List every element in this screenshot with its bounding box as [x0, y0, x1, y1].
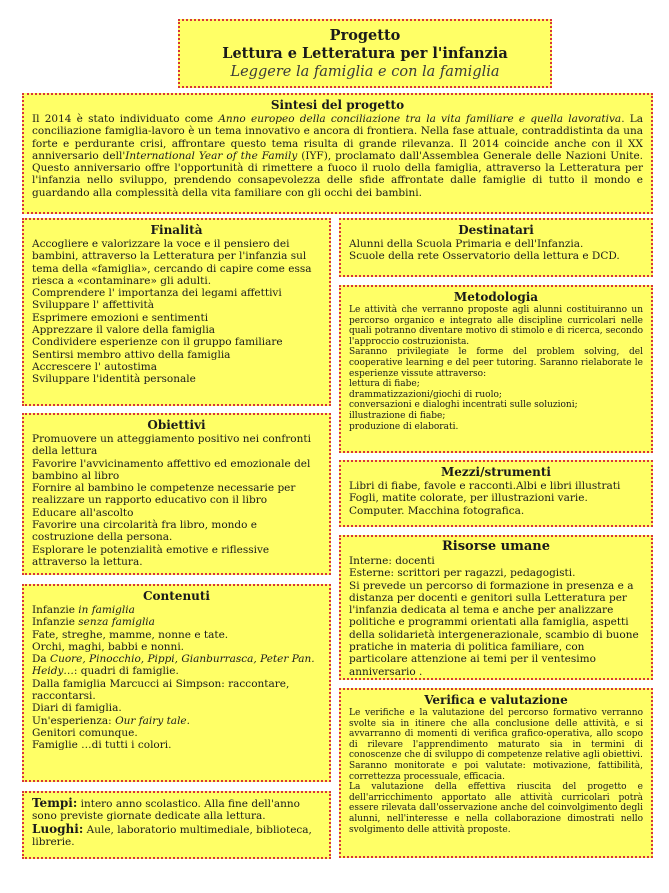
section-verifica — [339, 688, 653, 858]
list-item: Educare all'ascolto — [32, 506, 134, 519]
list-item: Infanzie senza famiglia — [32, 616, 155, 629]
list-item: Esterne: scrittori per ragazzi, pedagogisti. — [349, 567, 576, 580]
list-item: Infanzie in famiglia — [32, 604, 135, 616]
list-item: Un'esperienza: Our fairy tale. — [32, 714, 190, 727]
tempi-label: Tempi: — [32, 796, 78, 810]
title-box — [178, 19, 552, 88]
list-item: Esprimere emozioni e sentimenti — [32, 311, 209, 324]
verifica-p3: La valutazione della effettiva riuscita del progetto e dell'arricchimento apportato alle attività curricolari potrà essere rilevata dall'osservazione anche del coinvolgimento degli alunni, nell'interesse e nella collaborazione dimostrati nello svolgimento delle attività proposte. — [349, 782, 643, 835]
list-item: conversazioni e dialoghi incentrati sulle soluzioni; — [349, 400, 578, 411]
list-item: produzione di elaborati. — [349, 421, 459, 432]
title-subtitle: Leggere la famiglia e con la famiglia — [230, 64, 500, 80]
section-destinatari — [339, 218, 653, 277]
list-item: Esplorare le potenzialità emotive e riflessive attraverso la lettura. — [32, 543, 270, 568]
metodologia-heading: Metodologia — [453, 290, 539, 304]
sintesi-part: . La conciliazione famiglia-lavoro è un tema innovativo e ancora di frontiera. Nella fase attuale, contraddistinta da una forte e perdurante crisi, affrontare questo tema risulta di grande rilevanza. Il 2014 coincide anche con il XX anniversario dell' — [32, 113, 643, 162]
sintesi-heading: Sintesi del progetto — [270, 98, 405, 112]
sintesi-part: (IYF), proclamato dall'Assemblea Generale delle Nazioni Unite. Questo anniversario offre l'opportunità di rimettere a fuoco il ruolo della famiglia, attraverso la Letteratura per l'infanzia nello sviluppo, prendendo consapevolezza delle sfide affrontate dalle famiglie di tutto il mondo e guardando alla complessità della vita familiare con gli occhi dei bambini. — [32, 149, 643, 199]
list-item: Apprezzare il valore della famiglia — [32, 324, 216, 337]
list-item: Sentirsi membro attivo della famiglia — [32, 348, 231, 361]
list-item: Interne: docenti — [349, 555, 435, 567]
list-item: Promuovere un atteggiamento positivo nei confronti della lettura — [32, 433, 311, 458]
list-item: Diari di famiglia. — [32, 702, 122, 715]
list-item: Orchi, maghi, babbi e nonni. — [32, 640, 185, 653]
section-contenuti — [22, 584, 331, 782]
section-tempi-luoghi — [22, 791, 331, 859]
metodologia-p2: Saranno privilegiate le forme del problem solving, del cooperative learning e del peer tutoring. Saranno rielaborate le esperienze vissute attraverso: — [349, 347, 643, 379]
list-item: Sviluppare l' affettività — [32, 299, 154, 312]
mezzi-heading: Mezzi/strumenti — [441, 465, 551, 479]
risorse-heading: Risorse umane — [441, 539, 551, 554]
title-main: Lettura e Letteratura per l'infanzia — [222, 45, 508, 62]
luoghi-line — [32, 823, 321, 849]
luoghi-text: Aule, laboratorio multimediale, biblioteca, librerie. — [32, 823, 312, 848]
tempi-text: intero anno scolastico. Alla fine dell'anno sono previste giornate dedicate alla lettura. — [32, 798, 301, 823]
list-item: Comprendere l' importanza dei legami affettivi — [32, 287, 282, 300]
list-item: Da Cuore, Pinocchio, Pippi, Gianburrasca, Peter Pan. Heidy…: quadri di famiglie. — [32, 653, 315, 678]
sintesi-part-italic: International Year of the Family — [125, 149, 298, 162]
section-mezzi — [339, 460, 653, 527]
list-item: Famiglie …di tutti i colori. — [32, 739, 172, 752]
section-sintesi — [22, 93, 653, 214]
sintesi-text — [32, 113, 643, 199]
verifica-heading: Verifica e valutazione — [424, 693, 568, 707]
list-item: Computer. Macchina fotografica. — [349, 504, 525, 517]
list-item: Sviluppare l'identità personale — [32, 373, 196, 386]
section-risorse — [339, 535, 653, 680]
list-item: drammatizzazioni/giochi di ruolo; — [349, 389, 502, 400]
sintesi-part-italic: Anno europeo della conciliazione tra la vita familiare e quella lavorativa — [218, 113, 622, 125]
list-item: Fogli, matite colorate, per illustrazioni varie. — [349, 492, 588, 505]
metodologia-p1: Le attività che verranno proposte agli alunni costituiranno un percorso organico e integrato alle discipline curricolari nelle quali potranno diventare motivo di stimolo e di ricerca, secondo l'approccio costruzionista. — [349, 305, 643, 347]
list-item: Favorire una circolarità fra libro, mondo e costruzione della persona. — [32, 519, 258, 544]
destinatari-heading: Destinatari — [458, 223, 534, 237]
obiettivi-heading: Obiettivi — [147, 418, 206, 432]
list-item: Favorire l'avvicinamento affettivo ed emozionale del bambino al libro — [32, 457, 311, 482]
list-item: illustrazione di fiabe; — [349, 410, 446, 421]
list-item: Accogliere e valorizzare la voce e il pensiero dei bambini, attraverso la Letteratura per l'infanzia sul tema della «famiglia», cercando di capire come essa riesca a «contaminare» gli adulti. — [32, 238, 312, 287]
verifica-p1: Le verifiche e la valutazione del percorso formativo verranno svolte sia in itinere che alla conclusione delle attività, e si avvarranno di momenti di verifica grafico-operativa, allo scopo di rilevare l'apprendimento maturato sia in termini di conoscenze che di sviluppo di competenze relative agli obiettivi. — [349, 708, 643, 761]
sintesi-part: Il 2014 è stato individuato come — [32, 113, 219, 125]
tempi-line — [32, 797, 321, 823]
verifica-p2: Saranno monitorate e poi valutate: motivazione, fattibilità, correttezza processuale, efficacia. — [349, 760, 643, 782]
list-item: Accrescere l' autostima — [32, 360, 157, 373]
finalita-heading: Finalità — [150, 223, 203, 237]
list-item: Alunni della Scuola Primaria e dell'Infanzia. — [349, 238, 584, 250]
list-item: lettura di fiabe; — [349, 379, 420, 390]
contenuti-heading: Contenuti — [142, 589, 210, 603]
list-item: Fornire al bambino le competenze necessarie per realizzare un rapporto educativo con il libro — [32, 482, 296, 507]
list-item: Si prevede un percorso di formazione in presenza e a distanza per docenti e genitori sulla Letteratura per l'infanzia dedicata al tema e anche per analizzare politiche e programmi orientati alla famiglia, aspetti della solidarietà intergenerazionale, scambio di buone pratiche in materia di politica familiare, con particolare attenzione ai temi per il ventesimo anniversario . — [349, 579, 639, 678]
list-item: Scuole della rete Osservatorio della lettura e DCD. — [349, 250, 620, 263]
list-item: Dalla famiglia Marcucci ai Simpson: raccontare, raccontarsi. — [32, 677, 290, 703]
title-project: Progetto — [329, 27, 401, 44]
luoghi-label: Luoghi: — [32, 821, 84, 836]
list-item: Condividere esperienze con il gruppo familiare — [32, 336, 283, 349]
list-item: Fate, streghe, mamme, nonne e tate. — [32, 628, 229, 641]
section-metodologia — [339, 285, 653, 453]
list-item: Libri di fiabe, favole e racconti.Albi e libri illustrati — [349, 480, 621, 492]
section-obiettivi — [22, 413, 331, 575]
list-item: Genitori comunque. — [32, 726, 138, 739]
section-finalita — [22, 218, 331, 406]
